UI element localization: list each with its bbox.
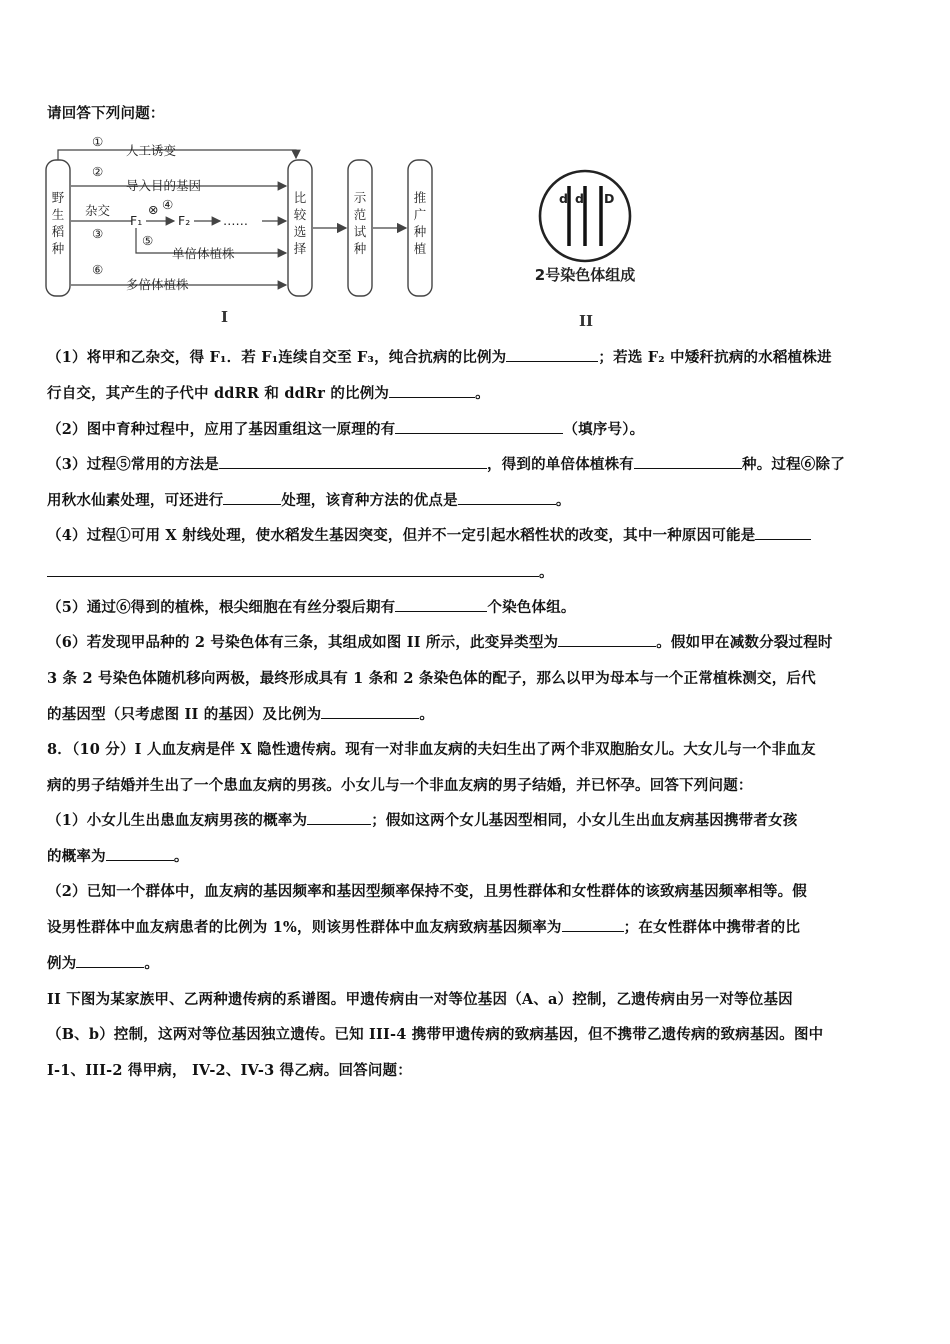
route2-number: ② (92, 164, 104, 179)
gene-label: d (575, 191, 584, 206)
question-2: （2）图中育种过程中，应用了基因重组这一原理的有 （填序号）。 (47, 421, 645, 438)
svg-text:范: 范 (353, 207, 367, 222)
svg-text:广: 广 (413, 207, 427, 222)
chromosome-title: 2号染色体组成 (534, 266, 636, 284)
question-8-intro-2: 病的男子结婚并生出了一个患血友病的男孩。小女儿与一个非血友病的男子结婚，并已怀孕。回答下列问题： (47, 777, 753, 794)
promote-planting-label (414, 190, 427, 256)
figure1-caption: I (221, 308, 229, 326)
answer-blank[interactable] (389, 383, 475, 398)
cross-label: 杂交 (85, 203, 111, 218)
svg-text:植: 植 (413, 241, 427, 256)
svg-text:种: 种 (51, 241, 65, 256)
question-4-line-2: 。 (47, 561, 910, 582)
question-8-2-line-3: 例为 。 (47, 955, 160, 972)
part-ii-line-1: II 下图为某家族甲、乙两种遗传病的系谱图。甲遗传病由一对等位基因（A、a）控制，乙遗传病由另一对等位基因 (47, 991, 793, 1008)
part-ii-line-3: I-1、III-2 得甲病， IV-2、IV-3 得乙病。回答问题： (47, 1062, 412, 1079)
question-6-line-1: （6）若发现甲品种的 2 号染色体有三条，其组成如图 II 所示，此变异类型为 。假如甲在减数分裂过程时 (47, 634, 833, 651)
answer-blank[interactable] (562, 917, 624, 932)
compare-select-label (294, 190, 307, 256)
question-3-line-2: 用秋水仙素处理，可还进行 处理，该育种方法的优点是 。 (47, 492, 571, 509)
answer-blank[interactable] (506, 347, 598, 362)
route5-label: 单倍体植株 (172, 246, 235, 261)
answer-blank[interactable] (755, 525, 811, 540)
self-cross-symbol: ⊗ (148, 202, 159, 217)
svg-text:野: 野 (51, 190, 65, 205)
question-8-2-line-1: （2）已知一个群体中，血友病的基因频率和基因型频率保持不变，且男性群体和女性群体的该致病基因频率相等。假 (47, 883, 807, 900)
question-6-line-2: 3 条 2 号染色体随机移向两极，最终形成具有 1 条和 2 条染色体的配子，那么以甲为母本与一个正常植株测交，后代 (47, 670, 816, 687)
answer-blank[interactable] (223, 490, 281, 505)
svg-text:生: 生 (51, 207, 65, 222)
f1-label: F₁ (130, 213, 143, 228)
question-4-line-1: （4）过程①可用 X 射线处理，使水稻发生基因突变，但并不一定引起水稻性状的改变，其中一种原因可能是 (47, 524, 910, 545)
route6-number: ⑥ (92, 262, 104, 277)
wild-rice-label (52, 190, 65, 256)
answer-blank[interactable] (219, 454, 487, 469)
figure2-caption: II (579, 312, 594, 330)
question-8-1-line-1: （1）小女儿生出患血友病男孩的概率为 ；假如这两个女儿基因型相同，小女儿生出血友病基因携带者女孩 (47, 812, 798, 829)
answer-blank[interactable] (634, 454, 742, 469)
svg-text:试: 试 (353, 224, 367, 239)
svg-text:较: 较 (293, 207, 307, 222)
gene-label: d (559, 191, 568, 206)
answer-blank[interactable] (307, 810, 371, 825)
svg-text:择: 择 (293, 241, 307, 256)
svg-text:比: 比 (293, 190, 307, 205)
question-5: （5）通过⑥得到的植株，根尖细胞在有丝分裂后期有 个染色体组。 (47, 599, 576, 616)
question-1-line-2: 行自交，其产生的子代中 ddRR 和 ddRr 的比例为 。 (47, 385, 490, 402)
route1-label: 人工诱变 (126, 143, 177, 158)
svg-text:种: 种 (413, 224, 427, 239)
question-1-line-1: （1）将甲和乙杂交，得 F₁．若 F₁连续自交至 F₃，纯合抗病的比例为 ；若选 F₂ 中矮秆抗病的水稻植株进 (47, 349, 832, 366)
answer-blank[interactable] (458, 490, 556, 505)
question-8-2-line-2: 设男性群体中血友病患者的比例为 1%，则该男性群体中血友病致病基因频率为 ；在女性群体中携带者的比 (47, 919, 801, 936)
svg-text:种: 种 (353, 241, 367, 256)
route5-number: ⑤ (142, 233, 154, 248)
route1-line (58, 150, 296, 160)
part-ii-line-2: （B、b）控制，这两对等位基因独立遗传。已知 III-4 携带甲遗传病的致病基因，但不携带乙遗传病的致病基因。图中 (47, 1026, 824, 1043)
route3-number: ③ (92, 226, 104, 241)
svg-text:示: 示 (353, 190, 367, 205)
route4-number: ④ (162, 197, 174, 212)
answer-blank[interactable] (76, 953, 144, 968)
question-3-line-1: （3）过程⑤常用的方法是 ，得到的单倍体植株有 种。过程⑥除了 (47, 456, 845, 473)
svg-text:推: 推 (413, 190, 427, 205)
breeding-figure (40, 128, 680, 333)
intro-text: 请回答下列问题： (47, 105, 165, 122)
answer-blank[interactable] (47, 562, 539, 577)
question-8-intro-1: 8．（10 分）I 人血友病是伴 X 隐性遗传病。现有一对非血友病的夫妇生出了两个非双胞胎女儿。大女儿与一个非血友 (47, 741, 816, 758)
question-6-line-3: 的基因型（只考虑图 II 的基因）及比例为 。 (47, 706, 435, 723)
f2-label: F₂ (178, 213, 191, 228)
answer-blank[interactable] (321, 704, 419, 719)
answer-blank[interactable] (395, 419, 563, 434)
svg-text:选: 选 (293, 224, 307, 239)
answer-blank[interactable] (395, 597, 487, 612)
demo-planting-label (354, 190, 367, 256)
svg-text:稻: 稻 (51, 224, 65, 239)
answer-blank[interactable] (106, 846, 174, 861)
gene-label: D (604, 191, 615, 206)
route2-label: 导入目的基因 (126, 178, 202, 193)
answer-blank[interactable] (558, 632, 656, 647)
route1-number: ① (92, 134, 104, 149)
continuation-dots: …… (223, 213, 248, 228)
question-8-1-line-2: 的概率为 。 (47, 848, 189, 865)
route6-label: 多倍体植株 (126, 277, 189, 292)
